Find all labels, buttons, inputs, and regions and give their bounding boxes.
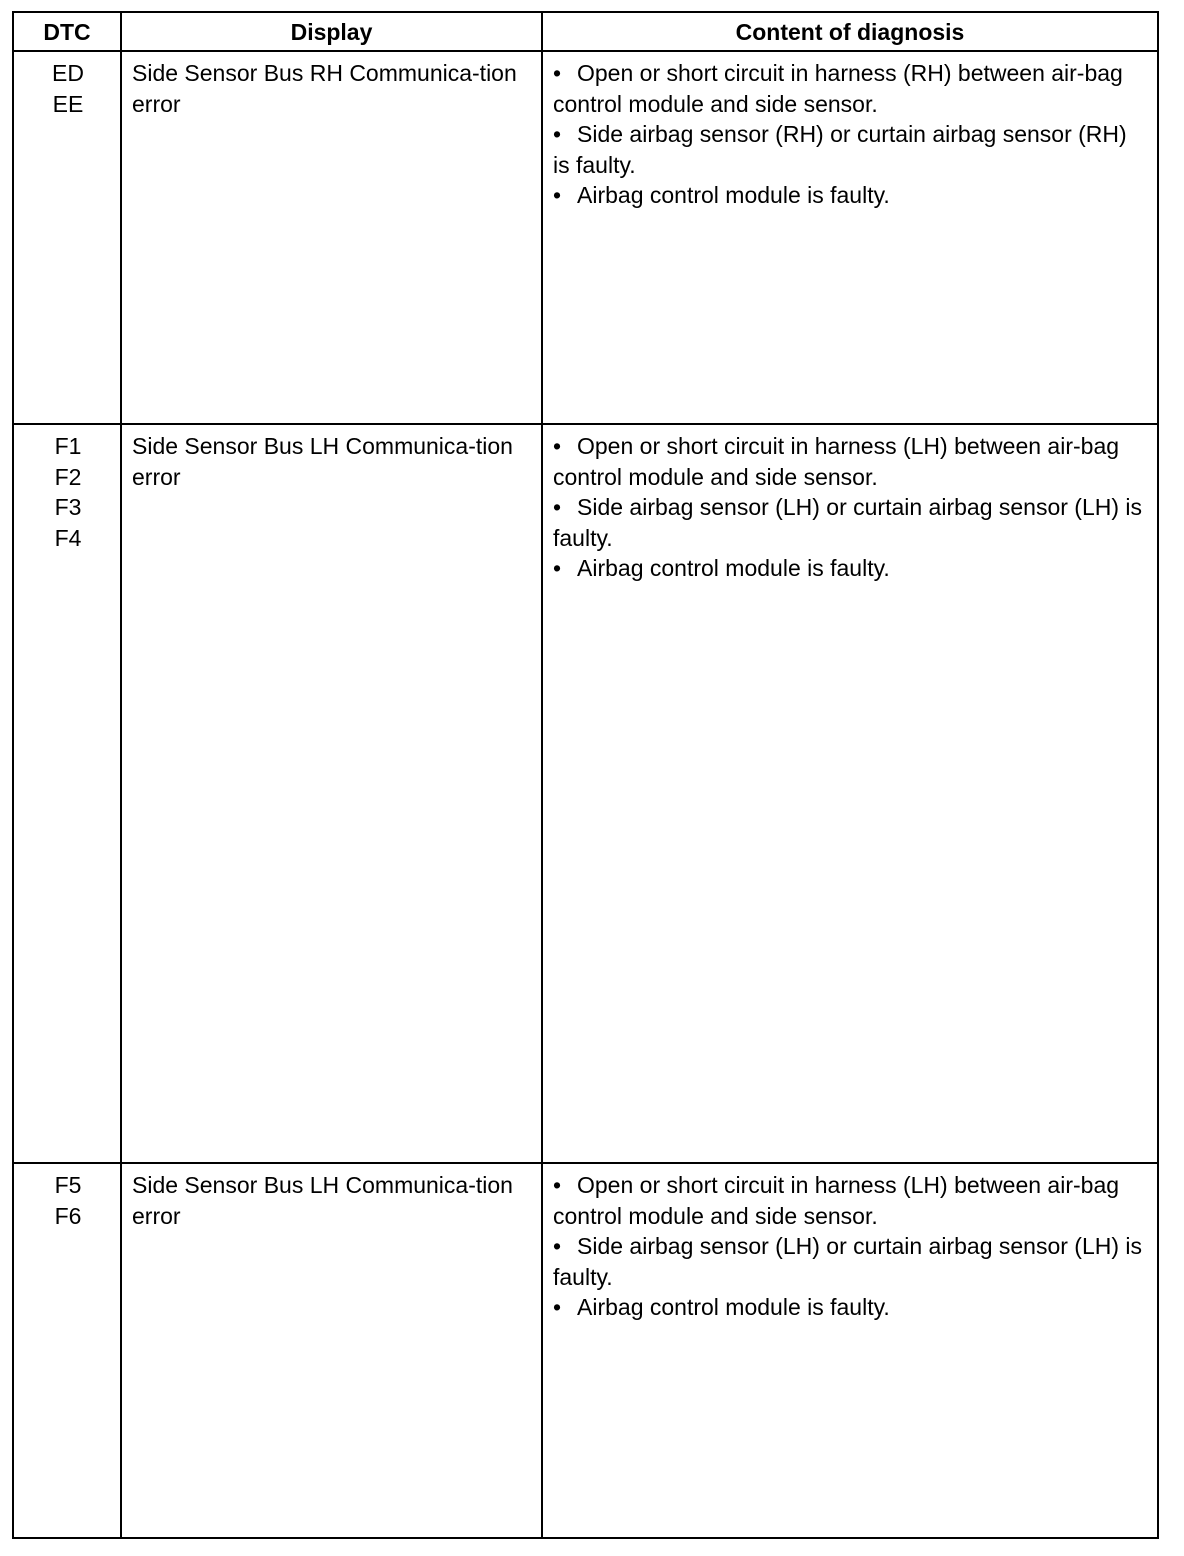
display-text: Side Sensor Bus LH Communica-tion error (132, 1172, 513, 1229)
content-cell (542, 1163, 1158, 1538)
bullet-icon: • (553, 60, 562, 86)
dtc-code: ED (52, 60, 84, 86)
display-text: Side Sensor Bus RH Communica-tion error (132, 60, 517, 117)
content-cell (542, 51, 1158, 424)
dtc-code: F6 (54, 1202, 82, 1229)
dtc-code: F4 (54, 524, 82, 551)
diagnosis-item (553, 492, 1149, 553)
bullet-icon: • (553, 555, 562, 581)
dtc-cell (13, 424, 121, 1163)
diagnosis-text: Open or short circuit in harness (RH) between air-bag control module and side sensor. (553, 60, 1123, 117)
dtc-cell (13, 51, 121, 424)
dtc-code: F3 (54, 494, 82, 520)
display-cell (121, 1163, 542, 1538)
diagnosis-item (553, 180, 1149, 211)
diagnosis-text: Side airbag sensor (LH) or curtain airbag sensor (LH) is faulty. (553, 1233, 1143, 1290)
header-content: Content of diagnosis (542, 12, 1158, 51)
diagnosis-item (553, 553, 1149, 584)
display-text: Side Sensor Bus LH Communica-tion error (132, 433, 513, 490)
table-row (13, 1163, 1158, 1538)
dtc-code: F2 (54, 463, 82, 490)
dtc-table (12, 11, 1159, 1539)
bullet-icon: • (553, 1294, 562, 1320)
diagnosis-item (553, 58, 1149, 119)
diagnosis-text: Side airbag sensor (LH) or curtain airbag sensor (LH) is faulty. (553, 494, 1143, 551)
display-cell (121, 424, 542, 1163)
dtc-cell (13, 1163, 121, 1538)
diagnosis-item (553, 1231, 1149, 1292)
diagnosis-item (553, 431, 1149, 492)
diagnosis-item (553, 1170, 1149, 1231)
dtc-code: F5 (54, 1172, 82, 1198)
bullet-icon: • (553, 433, 562, 459)
display-cell (121, 51, 542, 424)
diagnosis-text: Open or short circuit in harness (LH) between air-bag control module and side sensor. (553, 433, 1120, 490)
diagnosis-text: Airbag control module is faulty. (577, 1294, 890, 1320)
bullet-icon: • (553, 1172, 562, 1198)
bullet-icon: • (553, 1233, 562, 1259)
diagnosis-item (553, 119, 1149, 180)
content-cell (542, 424, 1158, 1163)
diagnosis-text: Airbag control module is faulty. (577, 555, 890, 581)
diagnosis-text: Open or short circuit in harness (LH) between air-bag control module and side sensor. (553, 1172, 1120, 1229)
header-dtc: DTC (13, 12, 121, 51)
bullet-icon: • (553, 182, 562, 208)
table-row (13, 424, 1158, 1163)
diagnosis-item (553, 1292, 1149, 1323)
dtc-code: EE (52, 90, 84, 117)
table-row (13, 51, 1158, 424)
bullet-icon: • (553, 121, 562, 147)
table-header-row (13, 12, 1158, 51)
diagnosis-text: Side airbag sensor (RH) or curtain airbag sensor (RH) is faulty. (553, 121, 1127, 178)
header-display: Display (121, 12, 542, 51)
bullet-icon: • (553, 494, 562, 520)
dtc-code: F1 (54, 433, 82, 459)
diagnosis-text: Airbag control module is faulty. (577, 182, 890, 208)
